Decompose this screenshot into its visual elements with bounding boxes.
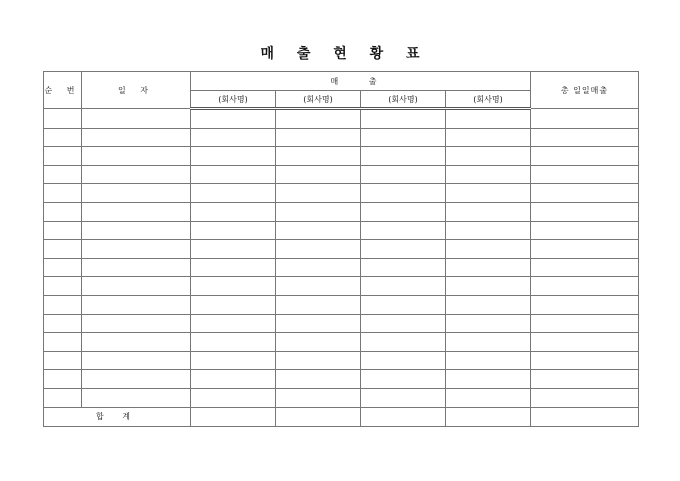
total-daily-sales-cell[interactable] bbox=[531, 109, 639, 129]
seq-header: 순 번 bbox=[44, 72, 82, 109]
company-sales-cell[interactable] bbox=[191, 388, 276, 407]
company-sales-cell[interactable] bbox=[361, 314, 446, 333]
sum-cell[interactable] bbox=[446, 407, 531, 426]
seq-cell[interactable] bbox=[44, 351, 82, 370]
company-sales-cell[interactable] bbox=[446, 388, 531, 407]
table-row bbox=[44, 333, 639, 352]
company-sales-cell[interactable] bbox=[361, 109, 446, 129]
company-sales-cell[interactable] bbox=[446, 370, 531, 389]
company-sales-cell[interactable] bbox=[361, 240, 446, 259]
page-title: 매 출 현 황 표 bbox=[260, 46, 429, 62]
company-sales-cell[interactable] bbox=[276, 147, 361, 166]
company-sales-cell[interactable] bbox=[361, 388, 446, 407]
company-sales-cell[interactable] bbox=[191, 258, 276, 277]
table-row bbox=[44, 165, 639, 184]
date-cell[interactable] bbox=[82, 295, 191, 314]
total-daily-sales-cell[interactable] bbox=[531, 314, 639, 333]
company-header: (회사명) bbox=[276, 91, 361, 109]
date-cell[interactable] bbox=[82, 314, 191, 333]
date-cell[interactable] bbox=[82, 351, 191, 370]
company-sales-cell[interactable] bbox=[276, 221, 361, 240]
table-row bbox=[44, 295, 639, 314]
company-header: (회사명) bbox=[191, 91, 276, 109]
seq-cell[interactable] bbox=[44, 221, 82, 240]
total-daily-sales-cell[interactable] bbox=[531, 184, 639, 203]
seq-cell[interactable] bbox=[44, 184, 82, 203]
total-daily-sales-cell[interactable] bbox=[531, 277, 639, 296]
company-sales-cell[interactable] bbox=[276, 351, 361, 370]
company-sales-cell[interactable] bbox=[276, 388, 361, 407]
date-cell[interactable] bbox=[82, 202, 191, 221]
table-row bbox=[44, 184, 639, 203]
date-cell[interactable] bbox=[82, 277, 191, 296]
date-header: 일 자 bbox=[82, 72, 191, 109]
company-sales-cell[interactable] bbox=[361, 202, 446, 221]
company-sales-cell[interactable] bbox=[191, 221, 276, 240]
company-sales-cell[interactable] bbox=[446, 184, 531, 203]
total-daily-sales-cell[interactable] bbox=[531, 333, 639, 352]
company-sales-cell[interactable] bbox=[191, 240, 276, 259]
company-sales-cell[interactable] bbox=[276, 295, 361, 314]
company-sales-cell[interactable] bbox=[361, 221, 446, 240]
company-sales-cell[interactable] bbox=[191, 184, 276, 203]
date-cell[interactable] bbox=[82, 128, 191, 147]
seq-cell[interactable] bbox=[44, 202, 82, 221]
table-row bbox=[44, 128, 639, 147]
company-sales-cell[interactable] bbox=[276, 109, 361, 129]
sum-cell[interactable] bbox=[276, 407, 361, 426]
company-sales-cell[interactable] bbox=[276, 370, 361, 389]
company-sales-cell[interactable] bbox=[276, 184, 361, 203]
total-daily-sales-cell[interactable] bbox=[531, 147, 639, 166]
company-sales-cell[interactable] bbox=[361, 184, 446, 203]
date-cell[interactable] bbox=[82, 221, 191, 240]
table-row bbox=[44, 202, 639, 221]
company-sales-cell[interactable] bbox=[446, 202, 531, 221]
date-cell[interactable] bbox=[82, 370, 191, 389]
company-header: (회사명) bbox=[446, 91, 531, 109]
table-row bbox=[44, 258, 639, 277]
company-sales-cell[interactable] bbox=[191, 165, 276, 184]
seq-cell[interactable] bbox=[44, 295, 82, 314]
total-daily-sales-cell[interactable] bbox=[531, 240, 639, 259]
seq-cell[interactable] bbox=[44, 370, 82, 389]
company-sales-cell[interactable] bbox=[446, 351, 531, 370]
company-sales-cell[interactable] bbox=[446, 314, 531, 333]
seq-cell[interactable] bbox=[44, 277, 82, 296]
table-row bbox=[44, 351, 639, 370]
company-sales-cell[interactable] bbox=[446, 147, 531, 166]
seq-cell[interactable] bbox=[44, 128, 82, 147]
company-sales-cell[interactable] bbox=[191, 128, 276, 147]
total-daily-sales-cell[interactable] bbox=[531, 258, 639, 277]
sum-label: 합 계 bbox=[44, 407, 191, 426]
company-sales-cell[interactable] bbox=[191, 295, 276, 314]
date-cell[interactable] bbox=[82, 240, 191, 259]
total-daily-sales-cell[interactable] bbox=[531, 128, 639, 147]
date-cell[interactable] bbox=[82, 388, 191, 407]
company-sales-cell[interactable] bbox=[191, 370, 276, 389]
company-sales-cell[interactable] bbox=[446, 277, 531, 296]
sales-header: 매 출 bbox=[191, 72, 531, 91]
seq-cell[interactable] bbox=[44, 240, 82, 259]
total-daily-sales-header: 총 일일매출 bbox=[531, 72, 639, 109]
company-sales-cell[interactable] bbox=[191, 277, 276, 296]
company-sales-cell[interactable] bbox=[361, 333, 446, 352]
table-body bbox=[44, 109, 639, 408]
company-sales-cell[interactable] bbox=[191, 333, 276, 352]
date-cell[interactable] bbox=[82, 109, 191, 129]
date-cell[interactable] bbox=[82, 165, 191, 184]
total-daily-sales-cell[interactable] bbox=[531, 165, 639, 184]
seq-cell[interactable] bbox=[44, 147, 82, 166]
company-sales-cell[interactable] bbox=[446, 333, 531, 352]
date-cell[interactable] bbox=[82, 147, 191, 166]
company-sales-cell[interactable] bbox=[361, 258, 446, 277]
company-sales-cell[interactable] bbox=[191, 147, 276, 166]
date-cell[interactable] bbox=[82, 184, 191, 203]
company-sales-cell[interactable] bbox=[361, 277, 446, 296]
seq-cell[interactable] bbox=[44, 109, 82, 129]
table-row bbox=[44, 314, 639, 333]
company-sales-cell[interactable] bbox=[361, 370, 446, 389]
company-sales-cell[interactable] bbox=[361, 295, 446, 314]
company-sales-cell[interactable] bbox=[446, 295, 531, 314]
company-sales-cell[interactable] bbox=[361, 351, 446, 370]
company-sales-cell[interactable] bbox=[276, 314, 361, 333]
company-sales-cell[interactable] bbox=[191, 109, 276, 129]
company-sales-cell[interactable] bbox=[361, 147, 446, 166]
company-sales-cell[interactable] bbox=[276, 128, 361, 147]
company-sales-cell[interactable] bbox=[276, 240, 361, 259]
company-sales-cell[interactable] bbox=[361, 128, 446, 147]
total-daily-sales-cell[interactable] bbox=[531, 295, 639, 314]
seq-cell[interactable] bbox=[44, 314, 82, 333]
company-header: (회사명) bbox=[361, 91, 446, 109]
company-sales-cell[interactable] bbox=[191, 351, 276, 370]
table-row bbox=[44, 388, 639, 407]
table-row bbox=[44, 370, 639, 389]
total-daily-sales-cell[interactable] bbox=[531, 221, 639, 240]
table-row bbox=[44, 277, 639, 296]
seq-cell[interactable] bbox=[44, 258, 82, 277]
company-sales-cell[interactable] bbox=[446, 128, 531, 147]
company-sales-cell[interactable] bbox=[276, 202, 361, 221]
table-row bbox=[44, 109, 639, 129]
date-cell[interactable] bbox=[82, 333, 191, 352]
company-sales-cell[interactable] bbox=[276, 277, 361, 296]
seq-cell[interactable] bbox=[44, 333, 82, 352]
date-cell[interactable] bbox=[82, 258, 191, 277]
company-sales-cell[interactable] bbox=[191, 314, 276, 333]
sum-cell[interactable] bbox=[531, 407, 639, 426]
table-row bbox=[44, 147, 639, 166]
total-daily-sales-cell[interactable] bbox=[531, 351, 639, 370]
company-sales-cell[interactable] bbox=[446, 109, 531, 129]
company-sales-cell[interactable] bbox=[191, 202, 276, 221]
company-sales-cell[interactable] bbox=[446, 240, 531, 259]
total-daily-sales-cell[interactable] bbox=[531, 202, 639, 221]
sales-status-table bbox=[43, 71, 639, 427]
total-daily-sales-cell[interactable] bbox=[531, 370, 639, 389]
sum-cell[interactable] bbox=[361, 407, 446, 426]
company-sales-cell[interactable] bbox=[276, 258, 361, 277]
company-sales-cell[interactable] bbox=[361, 165, 446, 184]
total-daily-sales-cell[interactable] bbox=[531, 388, 639, 407]
company-sales-cell[interactable] bbox=[276, 165, 361, 184]
company-sales-cell[interactable] bbox=[446, 221, 531, 240]
company-sales-cell[interactable] bbox=[446, 165, 531, 184]
seq-cell[interactable] bbox=[44, 165, 82, 184]
sum-cell[interactable] bbox=[191, 407, 276, 426]
company-sales-cell[interactable] bbox=[276, 333, 361, 352]
table-row bbox=[44, 221, 639, 240]
table-row bbox=[44, 240, 639, 259]
company-sales-cell[interactable] bbox=[446, 258, 531, 277]
seq-cell[interactable] bbox=[44, 388, 82, 407]
